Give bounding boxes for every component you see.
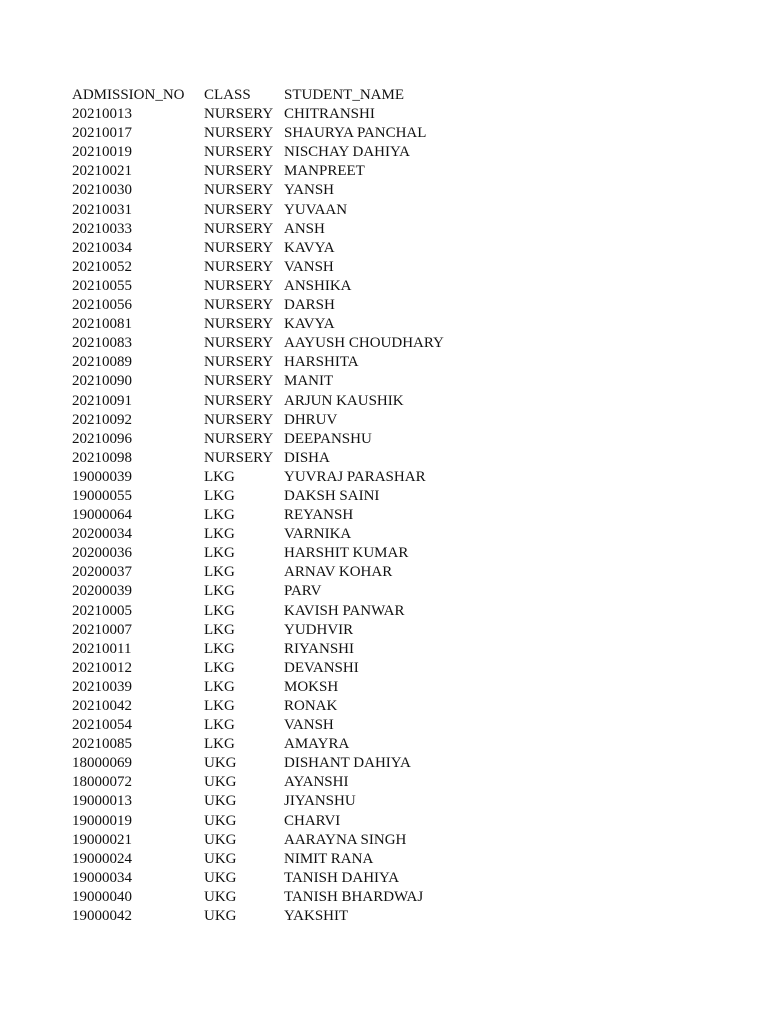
admission-no-cell: 20210085 (72, 736, 132, 753)
student-name-cell: KAVYA (284, 316, 335, 333)
header-student-name: STUDENT_NAME (284, 87, 404, 103)
student-name-cell: NIMIT RANA (284, 850, 374, 867)
class-cell: NURSERY (204, 449, 274, 466)
class-cell: LKG (204, 678, 235, 695)
table-row (72, 582, 712, 601)
table-row (72, 716, 712, 735)
admission-no-cell: 20200036 (72, 545, 132, 562)
admission-no-cell: 19000019 (72, 812, 132, 829)
class-cell: NURSERY (204, 220, 274, 237)
admission-no-cell: 20210090 (72, 373, 132, 390)
class-cell: LKG (204, 526, 235, 543)
student-name-cell: ANSHIKA (284, 277, 352, 294)
table-row (72, 105, 712, 124)
admission-no-cell: 19000039 (72, 468, 132, 485)
student-name-cell: HARSHITA (284, 354, 359, 371)
admission-no-cell: 20210096 (72, 430, 132, 447)
admission-no-cell: 20210034 (72, 239, 132, 256)
student-name-cell: VANSH (284, 717, 334, 734)
table-row (72, 831, 712, 850)
class-cell: LKG (204, 564, 235, 581)
admission-no-cell: 20210054 (72, 717, 132, 734)
table-row (72, 544, 712, 563)
table-header-row (72, 86, 712, 105)
admission-no-cell: 20210030 (72, 182, 132, 199)
class-cell: LKG (204, 640, 235, 657)
table-row (72, 277, 712, 296)
student-name-cell: DISHANT DAHIYA (284, 755, 411, 772)
table-row (72, 697, 712, 716)
student-name-cell: RONAK (284, 698, 338, 714)
class-cell: NURSERY (204, 163, 274, 180)
student-name-cell: DISHA (284, 449, 330, 466)
admission-no-cell: 20210005 (72, 602, 132, 619)
admission-no-cell: 19000064 (72, 507, 132, 524)
table-row (72, 754, 712, 773)
student-name-cell: AYANSHI (284, 774, 349, 791)
admission-no-cell: 20200037 (72, 564, 132, 581)
class-cell: NURSERY (204, 354, 274, 371)
class-cell: NURSERY (204, 239, 274, 256)
student-name-cell: YANSH (284, 182, 335, 199)
class-cell: UKG (204, 755, 237, 772)
admission-no-cell: 20210033 (72, 220, 132, 237)
admission-no-cell: 20210013 (72, 106, 132, 123)
table-row (72, 430, 712, 449)
class-cell: LKG (204, 602, 235, 619)
class-cell: NURSERY (204, 373, 274, 390)
table-row (72, 506, 712, 525)
student-name-cell: YAKSHIT (284, 908, 349, 925)
class-cell: LKG (204, 659, 235, 676)
admission-no-cell: 20200039 (72, 583, 132, 600)
student-name-cell: DAKSH SAINI (284, 487, 380, 504)
table-row (72, 296, 712, 315)
admission-no-cell: 20210012 (72, 659, 132, 676)
student-name-cell: ARJUN KAUSHIK (284, 392, 404, 409)
class-cell: LKG (204, 621, 235, 638)
admission-no-cell: 19000042 (72, 908, 132, 925)
class-cell: UKG (204, 793, 237, 810)
table-row (72, 602, 712, 621)
student-name-cell: CHARVI (284, 812, 341, 829)
table-row (72, 869, 712, 888)
admission-no-cell: 18000069 (72, 755, 132, 772)
admission-no-cell: 20210089 (72, 354, 132, 371)
class-cell: NURSERY (204, 430, 274, 447)
table-row (72, 315, 712, 334)
admission-no-cell: 18000072 (72, 774, 132, 791)
student-name-cell: DHRUV (284, 411, 338, 428)
table-row (72, 162, 712, 181)
table-row (72, 812, 712, 831)
admission-no-cell: 20210091 (72, 392, 132, 409)
student-name-cell: DARSH (284, 297, 335, 314)
table-row (72, 487, 712, 506)
table-row (72, 850, 712, 869)
table-row (72, 201, 712, 220)
table-row (72, 525, 712, 544)
admission-no-cell: 20210031 (72, 201, 132, 218)
student-name-cell: YUVAAN (284, 201, 348, 218)
class-cell: UKG (204, 850, 237, 867)
student-name-cell: AMAYRA (284, 736, 350, 753)
class-cell: NURSERY (204, 316, 274, 333)
student-name-cell: RIYANSHI (284, 640, 355, 657)
admission-no-cell: 20210055 (72, 277, 132, 294)
class-cell: NURSERY (204, 277, 274, 294)
table-row (72, 659, 712, 678)
class-cell: NURSERY (204, 125, 274, 142)
admission-no-cell: 20210098 (72, 449, 132, 466)
student-name-cell: ARNAV KOHAR (284, 564, 393, 581)
table-row (72, 411, 712, 430)
student-name-cell: HARSHIT KUMAR (284, 545, 409, 562)
class-cell: LKG (204, 545, 235, 562)
admission-no-cell: 19000034 (72, 869, 132, 886)
admission-no-cell: 20210042 (72, 698, 132, 714)
class-cell: NURSERY (204, 201, 274, 218)
table-row (72, 181, 712, 200)
admission-no-cell: 19000024 (72, 850, 132, 867)
student-name-cell: DEVANSHI (284, 659, 359, 676)
table-row (72, 468, 712, 487)
student-name-cell: TANISH DAHIYA (284, 869, 400, 886)
admission-no-cell: 20210011 (72, 640, 132, 657)
table-row (72, 735, 712, 754)
class-cell: NURSERY (204, 258, 274, 275)
table-row (72, 239, 712, 258)
class-cell: UKG (204, 831, 237, 848)
student-name-cell: MOKSH (284, 678, 339, 695)
class-cell: NURSERY (204, 411, 274, 428)
table-row (72, 888, 712, 907)
class-cell: LKG (204, 736, 235, 753)
student-name-cell: YUVRAJ PARASHAR (284, 468, 426, 485)
table-row (72, 143, 712, 162)
student-name-cell: REYANSH (284, 507, 354, 524)
table-row (72, 678, 712, 697)
class-cell: NURSERY (204, 297, 274, 314)
table-row (72, 372, 712, 391)
admission-no-cell: 20210056 (72, 297, 132, 314)
class-cell: LKG (204, 507, 235, 524)
admission-no-cell: 20210083 (72, 335, 132, 352)
admission-no-cell: 19000013 (72, 793, 132, 810)
student-name-cell: PARV (284, 583, 322, 600)
admission-no-cell: 20210021 (72, 163, 132, 180)
class-cell: UKG (204, 908, 237, 925)
student-name-cell: TANISH BHARDWAJ (284, 888, 424, 905)
table-row (72, 392, 712, 411)
header-admission-no: ADMISSION_NO (72, 87, 185, 103)
student-name-cell: JIYANSHU (284, 793, 356, 810)
admission-no-cell: 20200034 (72, 526, 132, 543)
admission-no-cell: 20210017 (72, 125, 132, 142)
admission-no-cell: 20210019 (72, 144, 132, 161)
class-cell: LKG (204, 583, 235, 600)
student-name-cell: KAVYA (284, 239, 335, 256)
student-name-cell: VARNIKA (284, 526, 352, 543)
table-row (72, 907, 712, 926)
student-name-cell: KAVISH PANWAR (284, 602, 405, 619)
student-name-cell: ANSH (284, 220, 325, 237)
admission-no-cell: 20210092 (72, 411, 132, 428)
class-cell: NURSERY (204, 335, 274, 352)
table-row (72, 258, 712, 277)
student-table (72, 86, 712, 926)
admission-no-cell: 20210039 (72, 678, 132, 695)
admission-no-cell: 19000055 (72, 487, 132, 504)
student-name-cell: AARAYNA SINGH (284, 831, 407, 848)
table-row (72, 621, 712, 640)
table-row (72, 563, 712, 582)
student-name-cell: MANIT (284, 373, 334, 390)
student-name-cell: YUDHVIR (284, 621, 354, 638)
table-row (72, 353, 712, 372)
table-row (72, 124, 712, 143)
admission-no-cell: 20210052 (72, 258, 132, 275)
table-row (72, 792, 712, 811)
table-body (72, 105, 712, 926)
header-class: CLASS (204, 87, 251, 103)
table-row (72, 640, 712, 659)
admission-no-cell: 19000040 (72, 888, 132, 905)
class-cell: UKG (204, 812, 237, 829)
class-cell: UKG (204, 869, 237, 886)
student-name-cell: SHAURYA PANCHAL (284, 125, 427, 142)
admission-no-cell: 19000021 (72, 831, 132, 848)
student-name-cell: DEEPANSHU (284, 430, 372, 447)
class-cell: NURSERY (204, 182, 274, 199)
student-name-cell: NISCHAY DAHIYA (284, 144, 410, 161)
admission-no-cell: 20210007 (72, 621, 132, 638)
table-row (72, 773, 712, 792)
class-cell: NURSERY (204, 392, 274, 409)
class-cell: UKG (204, 774, 237, 791)
class-cell: UKG (204, 888, 237, 905)
table-row (72, 220, 712, 239)
student-name-cell: AAYUSH CHOUDHARY (284, 335, 444, 352)
student-name-cell: MANPREET (284, 163, 365, 180)
class-cell: LKG (204, 698, 235, 714)
table-row (72, 334, 712, 353)
class-cell: LKG (204, 717, 235, 734)
table-row (72, 449, 712, 468)
student-name-cell: CHITRANSHI (284, 106, 375, 123)
class-cell: NURSERY (204, 106, 274, 123)
class-cell: LKG (204, 487, 235, 504)
admission-no-cell: 20210081 (72, 316, 132, 333)
class-cell: LKG (204, 468, 235, 485)
student-name-cell: VANSH (284, 258, 334, 275)
class-cell: NURSERY (204, 144, 274, 161)
